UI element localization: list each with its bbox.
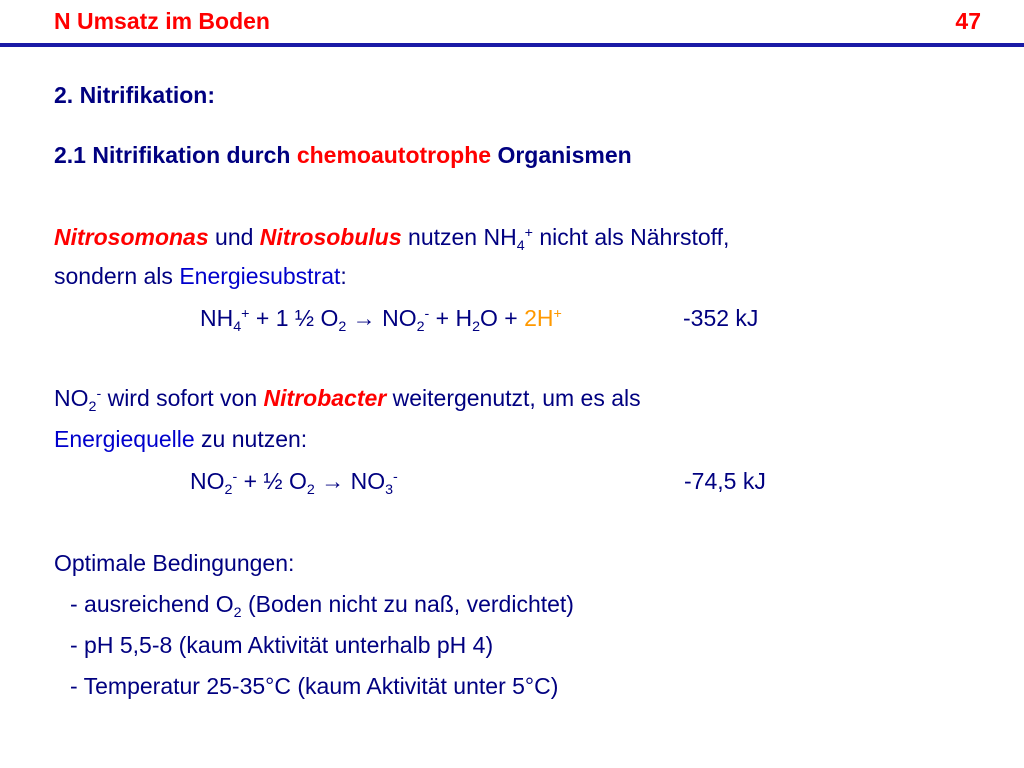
condition-text: (Boden nicht zu naß, verdichtet) bbox=[241, 591, 574, 617]
superscript: + bbox=[524, 225, 533, 242]
eq-term: NO bbox=[350, 468, 386, 494]
text-und: und bbox=[208, 224, 260, 250]
superscript: + bbox=[553, 306, 562, 323]
eq-term: + 1 ½ O bbox=[249, 305, 339, 331]
subsection-heading bbox=[54, 142, 632, 169]
subscript: 2 bbox=[224, 481, 233, 498]
organism-nitrosomonas: Nitrosomonas bbox=[54, 224, 209, 250]
organism-nitrobacter: Nitrobacter bbox=[263, 385, 387, 411]
text-zu-nutzen: zu nutzen: bbox=[194, 426, 308, 452]
paragraph2-line2 bbox=[54, 426, 307, 453]
condition-item: - Temperatur 25-35°C (kaum Aktivität unter 5°C) bbox=[70, 673, 559, 699]
eq-term: NO bbox=[382, 305, 417, 331]
subscript: 3 bbox=[385, 481, 394, 498]
subscript: 2 bbox=[472, 318, 481, 335]
text-colon: : bbox=[340, 263, 347, 289]
text-wird-sofort: wird sofort von bbox=[101, 385, 264, 411]
subsection-highlight: chemoautotrophe bbox=[296, 142, 492, 168]
subscript: 2 bbox=[88, 398, 97, 415]
text-weitergenutzt: weitergenutzt, um es als bbox=[386, 385, 641, 411]
condition-item bbox=[70, 591, 574, 621]
paragraph1-line1 bbox=[54, 224, 730, 254]
energiequelle-highlight: Energiequelle bbox=[54, 426, 195, 452]
subscript: 2 bbox=[233, 604, 242, 621]
eq-term: NO bbox=[190, 468, 225, 494]
header-divider bbox=[0, 43, 1024, 47]
organism-nitrosobulus: Nitrosobulus bbox=[259, 224, 402, 250]
subscript: 4 bbox=[233, 318, 242, 335]
superscript: + bbox=[241, 306, 250, 323]
text-naehrstoff: nicht als Nährstoff, bbox=[532, 224, 730, 250]
subscript: 2 bbox=[416, 318, 425, 335]
condition-text: - ausreichend O bbox=[70, 591, 234, 617]
superscript: - bbox=[232, 469, 238, 486]
arrow-icon: → bbox=[314, 468, 351, 494]
text-nutzen: nutzen NH bbox=[401, 224, 517, 250]
paragraph1-line2 bbox=[54, 263, 347, 290]
subscript: 2 bbox=[306, 481, 315, 498]
eq-term: + H bbox=[429, 305, 473, 331]
slide-number: 47 bbox=[955, 8, 981, 34]
eq-term: NO bbox=[54, 385, 89, 411]
text-sondern: sondern als bbox=[54, 263, 180, 289]
section-heading: 2. Nitrifikation: bbox=[54, 82, 216, 108]
superscript: - bbox=[96, 386, 102, 403]
eq-term: + ½ O bbox=[237, 468, 307, 494]
energiesubstrat-highlight: Energiesubstrat bbox=[179, 263, 341, 289]
eq-highlight-2h: 2H bbox=[524, 305, 554, 331]
eq-term: O + bbox=[480, 305, 525, 331]
paragraph2-line1 bbox=[54, 385, 641, 415]
equation1-energy: -352 kJ bbox=[683, 305, 759, 331]
equation-nitratation bbox=[190, 468, 398, 498]
subsection-suffix: Organismen bbox=[491, 142, 632, 168]
subscript: 2 bbox=[338, 318, 347, 335]
subsection-prefix: 2.1 Nitrifikation durch bbox=[54, 142, 297, 168]
conditions-title: Optimale Bedingungen: bbox=[54, 550, 295, 576]
eq-term: NH bbox=[200, 305, 234, 331]
superscript: - bbox=[424, 306, 430, 323]
equation2-energy: -74,5 kJ bbox=[684, 468, 766, 494]
condition-item: - pH 5,5-8 (kaum Aktivität unterhalb pH 4) bbox=[70, 632, 494, 658]
subscript: 4 bbox=[516, 237, 525, 254]
superscript: - bbox=[393, 469, 398, 486]
equation-nitritation bbox=[200, 305, 562, 335]
arrow-icon: → bbox=[346, 305, 383, 331]
slide-title: N Umsatz im Boden bbox=[54, 8, 270, 34]
